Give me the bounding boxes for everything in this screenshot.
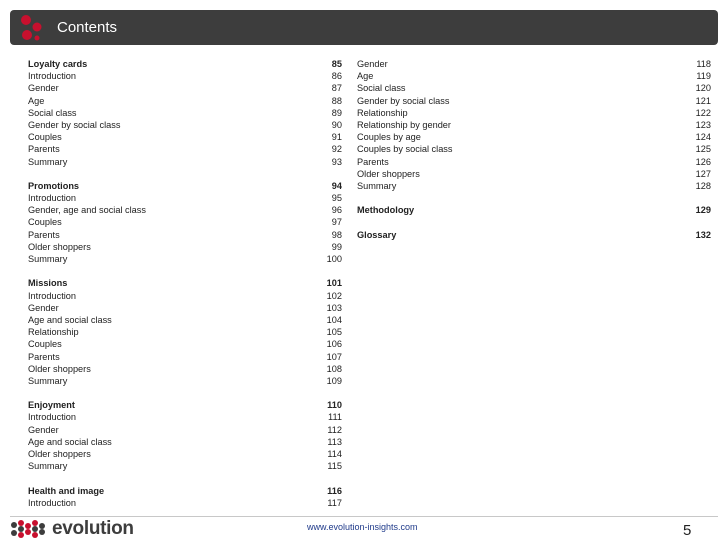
- toc-section-heading[interactable]: [28, 180, 342, 192]
- toc-section-heading[interactable]: [357, 204, 711, 216]
- toc-entry-page: 86: [331, 71, 342, 82]
- toc-entry-page: 99: [331, 241, 342, 252]
- toc-entry-page: 94: [331, 180, 342, 191]
- toc-entry-page: 91: [331, 132, 342, 143]
- footer-divider: [10, 516, 718, 517]
- toc-entry-page: 109: [326, 375, 342, 386]
- toc-entry-page: 103: [326, 302, 342, 313]
- toc-entry[interactable]: [28, 497, 342, 509]
- page-number: 5: [683, 522, 692, 539]
- toc-entry-page: 113: [327, 436, 342, 447]
- toc-entry[interactable]: [357, 156, 711, 168]
- toc-entry-page: 90: [331, 119, 342, 130]
- toc-entry[interactable]: [28, 363, 342, 375]
- toc-entry-label: Older shoppers: [28, 449, 91, 459]
- toc-spacer: [28, 168, 342, 180]
- toc-entry-page: 110: [327, 400, 342, 411]
- toc-entry[interactable]: [28, 131, 342, 143]
- footer-brand: [10, 518, 134, 540]
- toc-entry[interactable]: [28, 460, 342, 472]
- toc-entry-page: 129: [695, 205, 711, 216]
- toc-entry[interactable]: [28, 326, 342, 338]
- toc-entry-page: 102: [326, 290, 342, 301]
- toc-entry[interactable]: [28, 448, 342, 460]
- toc-section-heading[interactable]: [28, 399, 342, 411]
- toc-entry-label: Loyalty cards: [28, 59, 88, 69]
- toc-entry[interactable]: [28, 95, 342, 107]
- toc-entry[interactable]: [28, 436, 342, 448]
- toc-spacer: [357, 216, 711, 228]
- toc-entry[interactable]: [28, 143, 342, 155]
- toc-entry[interactable]: [357, 95, 711, 107]
- toc-entry-page: 97: [331, 217, 342, 228]
- toc-entry-label: Social class: [28, 107, 77, 118]
- toc-entry-label: Summary: [28, 461, 68, 472]
- toc-entry[interactable]: [28, 253, 342, 265]
- toc-spacer: [28, 387, 342, 399]
- toc-entry-page: 121: [695, 95, 711, 106]
- toc-entry[interactable]: [28, 424, 342, 436]
- toc-entry-page: 100: [326, 254, 342, 264]
- toc-entry[interactable]: [28, 156, 342, 168]
- toc-entry[interactable]: [28, 192, 342, 204]
- toc-entry-label: Relationship: [28, 327, 79, 338]
- toc-entry-label: Health and image: [28, 485, 105, 496]
- toc-entry-label: Introduction: [28, 290, 77, 301]
- toc-entry-label: Summary: [28, 254, 68, 264]
- toc-entry-label: Age: [28, 95, 45, 106]
- toc-entry[interactable]: [28, 229, 342, 241]
- toc-entry-label: Methodology: [357, 205, 415, 216]
- toc-entry[interactable]: [28, 216, 342, 228]
- toc-entry-label: Summary: [28, 375, 68, 386]
- toc-entry[interactable]: [357, 143, 711, 155]
- brand-dots-icon: [10, 519, 50, 539]
- toc-entry-label: Couples by age: [357, 132, 421, 143]
- toc-entry-page: 126: [695, 156, 711, 167]
- toc-entry-label: Gender: [357, 59, 388, 69]
- toc-entry-label: Couples: [28, 132, 62, 143]
- toc-entry-page: 96: [331, 205, 342, 216]
- toc-entry[interactable]: [357, 82, 711, 94]
- toc-entry-label: Age and social class: [28, 314, 112, 325]
- toc-entry-label: Gender, age and social class: [28, 205, 146, 216]
- toc-entry-page: 127: [695, 168, 711, 179]
- toc-entry[interactable]: [28, 302, 342, 314]
- toc-entry-label: Glossary: [357, 229, 397, 240]
- toc-entry-label: Age: [357, 71, 374, 82]
- toc-entry-label: Older shoppers: [357, 168, 420, 179]
- toc-section-heading[interactable]: [357, 229, 711, 241]
- toc-section-heading[interactable]: [28, 277, 342, 289]
- toc-entry[interactable]: [357, 168, 711, 180]
- toc-entry-label: Enjoyment: [28, 400, 75, 411]
- toc-entry-label: Gender by social class: [28, 119, 121, 130]
- toc-entry-label: Parents: [28, 351, 60, 362]
- toc-section-heading[interactable]: [28, 485, 342, 497]
- toc-entry-label: Couples by social class: [357, 144, 453, 155]
- toc-column-right: [357, 58, 711, 241]
- toc-entry-label: Relationship by gender: [357, 119, 451, 130]
- toc-entry-label: Gender: [28, 302, 59, 313]
- toc-spacer: [357, 192, 711, 204]
- toc-entry-label: Older shoppers: [28, 241, 91, 252]
- toc-entry-page: 120: [695, 83, 711, 94]
- toc-entry-page: 87: [331, 83, 342, 94]
- toc-entry-page: 108: [326, 363, 342, 374]
- toc-entry-page: 92: [331, 144, 342, 155]
- toc-entry-label: Social class: [357, 83, 406, 94]
- toc-entry-label: Gender by social class: [357, 95, 450, 106]
- toc-entry-page: 101: [326, 278, 342, 289]
- toc-entry-label: Introduction: [28, 412, 77, 423]
- toc-entry-page: 123: [695, 119, 711, 130]
- toc-entry-label: Missions: [28, 278, 68, 289]
- toc-entry-page: 119: [696, 71, 711, 82]
- toc-section-heading[interactable]: [28, 58, 342, 70]
- toc-entry-label: Summary: [357, 180, 397, 191]
- toc-entry-label: Parents: [357, 156, 389, 167]
- toc-entry-label: Introduction: [28, 71, 77, 82]
- toc-entry[interactable]: [28, 82, 342, 94]
- toc-entry[interactable]: [28, 338, 342, 350]
- toc-entry-label: Introduction: [28, 497, 77, 508]
- toc-entry[interactable]: [357, 131, 711, 143]
- toc-entry[interactable]: [28, 290, 342, 302]
- toc-entry-label: Promotions: [28, 180, 80, 191]
- toc-entry-label: Parents: [28, 144, 60, 155]
- toc-entry[interactable]: [357, 107, 711, 119]
- toc-entry[interactable]: [28, 119, 342, 131]
- toc-entry[interactable]: [28, 107, 342, 119]
- toc-entry-page: 116: [327, 485, 342, 496]
- header-bar: [10, 10, 718, 45]
- toc-entry[interactable]: [28, 314, 342, 326]
- toc-entry-page: 128: [695, 180, 711, 191]
- toc-entry-page: 95: [331, 193, 342, 204]
- toc-entry-label: Age and social class: [28, 436, 112, 447]
- toc-entry-page: 105: [326, 327, 342, 338]
- toc-entry[interactable]: [357, 119, 711, 131]
- toc-entry[interactable]: [28, 375, 342, 387]
- toc-entry-label: Older shoppers: [28, 363, 91, 374]
- toc-entry-page: 89: [331, 107, 342, 118]
- toc-entry-label: Summary: [28, 156, 68, 167]
- toc-entry-page: 106: [326, 339, 342, 350]
- toc-entry[interactable]: [357, 58, 711, 70]
- toc-entry-page: 98: [331, 229, 342, 240]
- toc-entry-page: 112: [327, 424, 342, 435]
- toc-entry[interactable]: [28, 70, 342, 82]
- toc-column-left: [28, 58, 342, 509]
- toc-entry[interactable]: [28, 204, 342, 216]
- toc-entry-page: 93: [331, 156, 342, 167]
- toc-entry[interactable]: [28, 241, 342, 253]
- toc-entry-label: Relationship: [357, 107, 408, 118]
- toc-entry-page: 85: [331, 59, 342, 69]
- toc-entry[interactable]: [28, 351, 342, 363]
- toc-entry-page: 115: [327, 461, 342, 472]
- toc-entry-label: Couples: [28, 339, 62, 350]
- toc-entry-page: 88: [331, 95, 342, 106]
- toc-entry-label: Parents: [28, 229, 60, 240]
- toc-entry[interactable]: [357, 180, 711, 192]
- toc-spacer: [28, 472, 342, 484]
- brand-name: evolution: [52, 518, 134, 539]
- toc-entry-page: 132: [695, 229, 711, 240]
- toc-entry-page: 111: [328, 412, 342, 423]
- toc-entry-page: 104: [326, 314, 342, 325]
- page-title: Contents: [57, 19, 118, 36]
- toc-entry-label: Couples: [28, 217, 62, 228]
- toc-entry-page: 122: [695, 107, 711, 118]
- toc-entry[interactable]: [28, 411, 342, 423]
- footer-url[interactable]: www.evolution-insights.com: [307, 522, 418, 532]
- toc-entry-label: Gender: [28, 83, 59, 94]
- toc-entry-page: 124: [695, 132, 711, 143]
- logo-dots-icon: [19, 14, 45, 42]
- toc-spacer: [28, 265, 342, 277]
- toc-entry[interactable]: [357, 70, 711, 82]
- toc-entry-page: 107: [326, 351, 342, 362]
- toc-entry-page: 114: [327, 449, 342, 459]
- toc-entry-page: 117: [327, 497, 342, 508]
- toc-entry-label: Gender: [28, 424, 59, 435]
- toc-entry-label: Introduction: [28, 193, 77, 204]
- toc-entry-page: 125: [695, 144, 711, 155]
- toc-entry-page: 118: [696, 59, 711, 69]
